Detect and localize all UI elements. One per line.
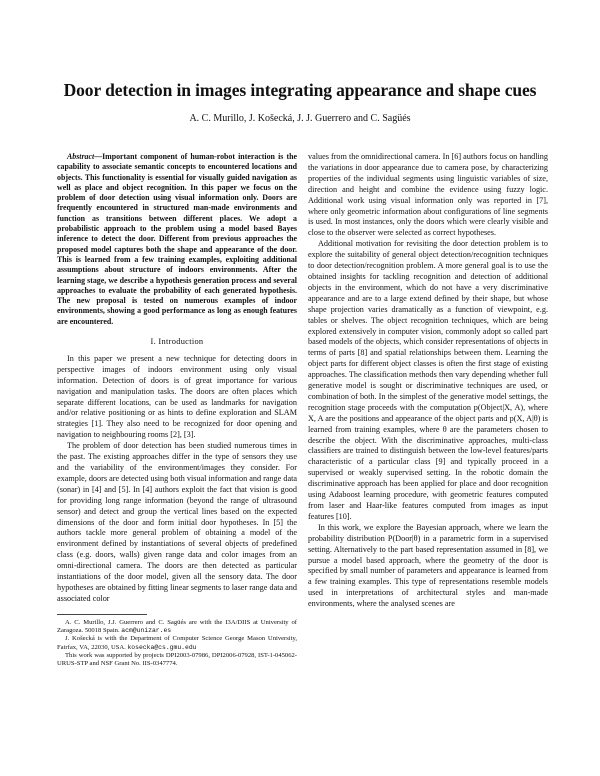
- body-paragraph: In this work, we explore the Bayesian approach, where we learn the probability distribution P(Door|θ) in a parametric form in a supervised setting. Alternatively to the part based representation assumed in [8], we pursue a model based approach, where the geometry of the door is specified by small number of parameters and appearance is learned from a few training examples. This type of representations resemble models used in interpretations of architectural styles and man-made environments, where the analysed scenes are: [308, 522, 548, 609]
- footnote-email: acm@unizar.es: [121, 627, 172, 635]
- body-paragraph: The problem of door detection has been studied numerous times in the past. The existing approaches differ in the type of sensors they use and the variability of the environment/images they consider. For example, doors are detected using both visual information and range data (sonar) in [4] and [5]. In [4] authors exploit the fact that vision is good for providing long range information (beyond the range of ultrasound sensor) and detect and group the vertical lines based on the expected dimensions of the door and form initial door hypotheses. In [5] the authors tackle more general problem of obtaining a model of the environment defined by instantiations of several objects of predefined class (e.g. doors, walls) given range data and color images from an omni-directional camera. The doors are then detected as particular instantiations of the door model, given all the sensory data. The door hypotheses are obtained by fitting linear segments to laser range data and associated color: [57, 441, 297, 603]
- author-list: A. C. Murillo, J. Košecká, J. J. Guerrero and C. Sagüés: [189, 113, 411, 124]
- abstract: [57, 152, 297, 327]
- section-heading-introduction: I. Introduction: [150, 337, 204, 347]
- left-column: [57, 152, 297, 669]
- abstract-text: —Important component of human-robot interaction is the capability to associate semantic concepts to encountered locations and objects. This functionality is essential for visually guided navigation as well as place and object recognition. In this paper we focus on the problem of door detection using visual information only. Doors are frequently encountered in structured man-made environments and function as transitions between different places. We adopt a probabilistic approach to the problem using a model based Bayes inference to detect the door. Different from previous approaches the proposed model captures both the shape and appearance of the door. This is learned from a few training examples, exploiting additional assumptions about structure of indoors environments. After the learning stage, we describe a hypothesis generation process and several approaches to evaluate the probability of each generated hypothesis. The new proposal is tested on numerous examples of indoor environments, showing a good performance as long as enough features are encountered.: [57, 152, 297, 326]
- body-paragraph: Additional motivation for revisiting the door detection problem is to explore the suitability of general object detection/recognition techniques to door detection/recognition problem. A more general goal is to use the obtained insights for tackling recognition and detection of additional objects in the environment, which do not have a very discriminative appearance and are to a large extend defined by their shape, but whose shape projection varies dramatically as a function of viewpoint, e.g. tables or shelves. The object recognition techniques, which are being explored extensively in computer vision, commonly adopt so called part based models of the objects, which consider representations of objects in terms of parts [8] and spatial relationships between them. Learning the object parts for different object classes is often the first stage of existing approaches. The classification methods then vary depending whether full generative model is sought or discriminative techniques are used, or combination of both. In the simplest of the generative model settings, the recognition stage proceeds with the computation p(Object|X, A), where X, A are the positions and appearance of the object parts and p(X, A|θ) is learned from training examples, where θ are the parameters chosen to describe the object. With the discriminative approaches, multi-class classifiers are trained to distinguish between the low-level features/parts characteristic of a particular class [9] and typically proceed in a supervised or weakly supervised setting. In the robotic domain the discriminative approach has been applied for place and door recognition using Adaboost learning procedure, with geometric features computed from laser and Haar-like features computed from images as input features [10].: [308, 239, 548, 521]
- footnote-affiliation-gmu: [57, 635, 297, 652]
- footnote-rule: [57, 614, 147, 615]
- footnote-text: A. C. Murillo, J.J. Guerrero and C. Sagüés are with the I3A/DIIS at University of Zaragoza. 50018 Spain.: [57, 618, 297, 635]
- footnote-email: kosecka@cs.gmu.edu: [127, 643, 197, 651]
- footnote-funding: This work was supported by projects DPI2003-07986, DPI2006-07928, IST-1-045062-URUS-STP and NSF Grant No. IIS-0347774.: [57, 651, 297, 668]
- footnote-affiliation-zaragoza: [57, 619, 297, 636]
- body-paragraph: In this paper we present a new technique for detecting doors in perspective images of indoors environment using only visual information. Detection of doors is of great importance for various navigation and manipulation tasks. The doors are often places which separate different locations, can be used as landmarks for navigation and/or relative positioning or as hints to define exploration and SLAM strategies [1]. They also need to be recognized for door opening and navigation to neighbouring rooms [2], [3].: [57, 353, 297, 440]
- footnote-text: J. Košecká is with the Department of Computer Science George Mason University, Fairfax, VA, 22030, USA.: [57, 635, 297, 651]
- paper-title: Door detection in images integrating appearance and shape cues: [63, 80, 537, 100]
- abstract-lead: Abstract: [67, 152, 95, 161]
- body-paragraph: values from the omnidirectional camera. In [6] authors focus on handling the variations in door appearance due to camera pose, by characterizing properties of the individual segments using linguistic variables of size, direction and height and combine the evidence using fuzzy logic. Additional work using visual information only was reported in [7], where only geometric information about configurations of line segments is used. In most instances, only the doors which were clearly visible and close to the observer were selected as correct hypotheses.: [308, 152, 548, 238]
- right-column: [308, 152, 548, 610]
